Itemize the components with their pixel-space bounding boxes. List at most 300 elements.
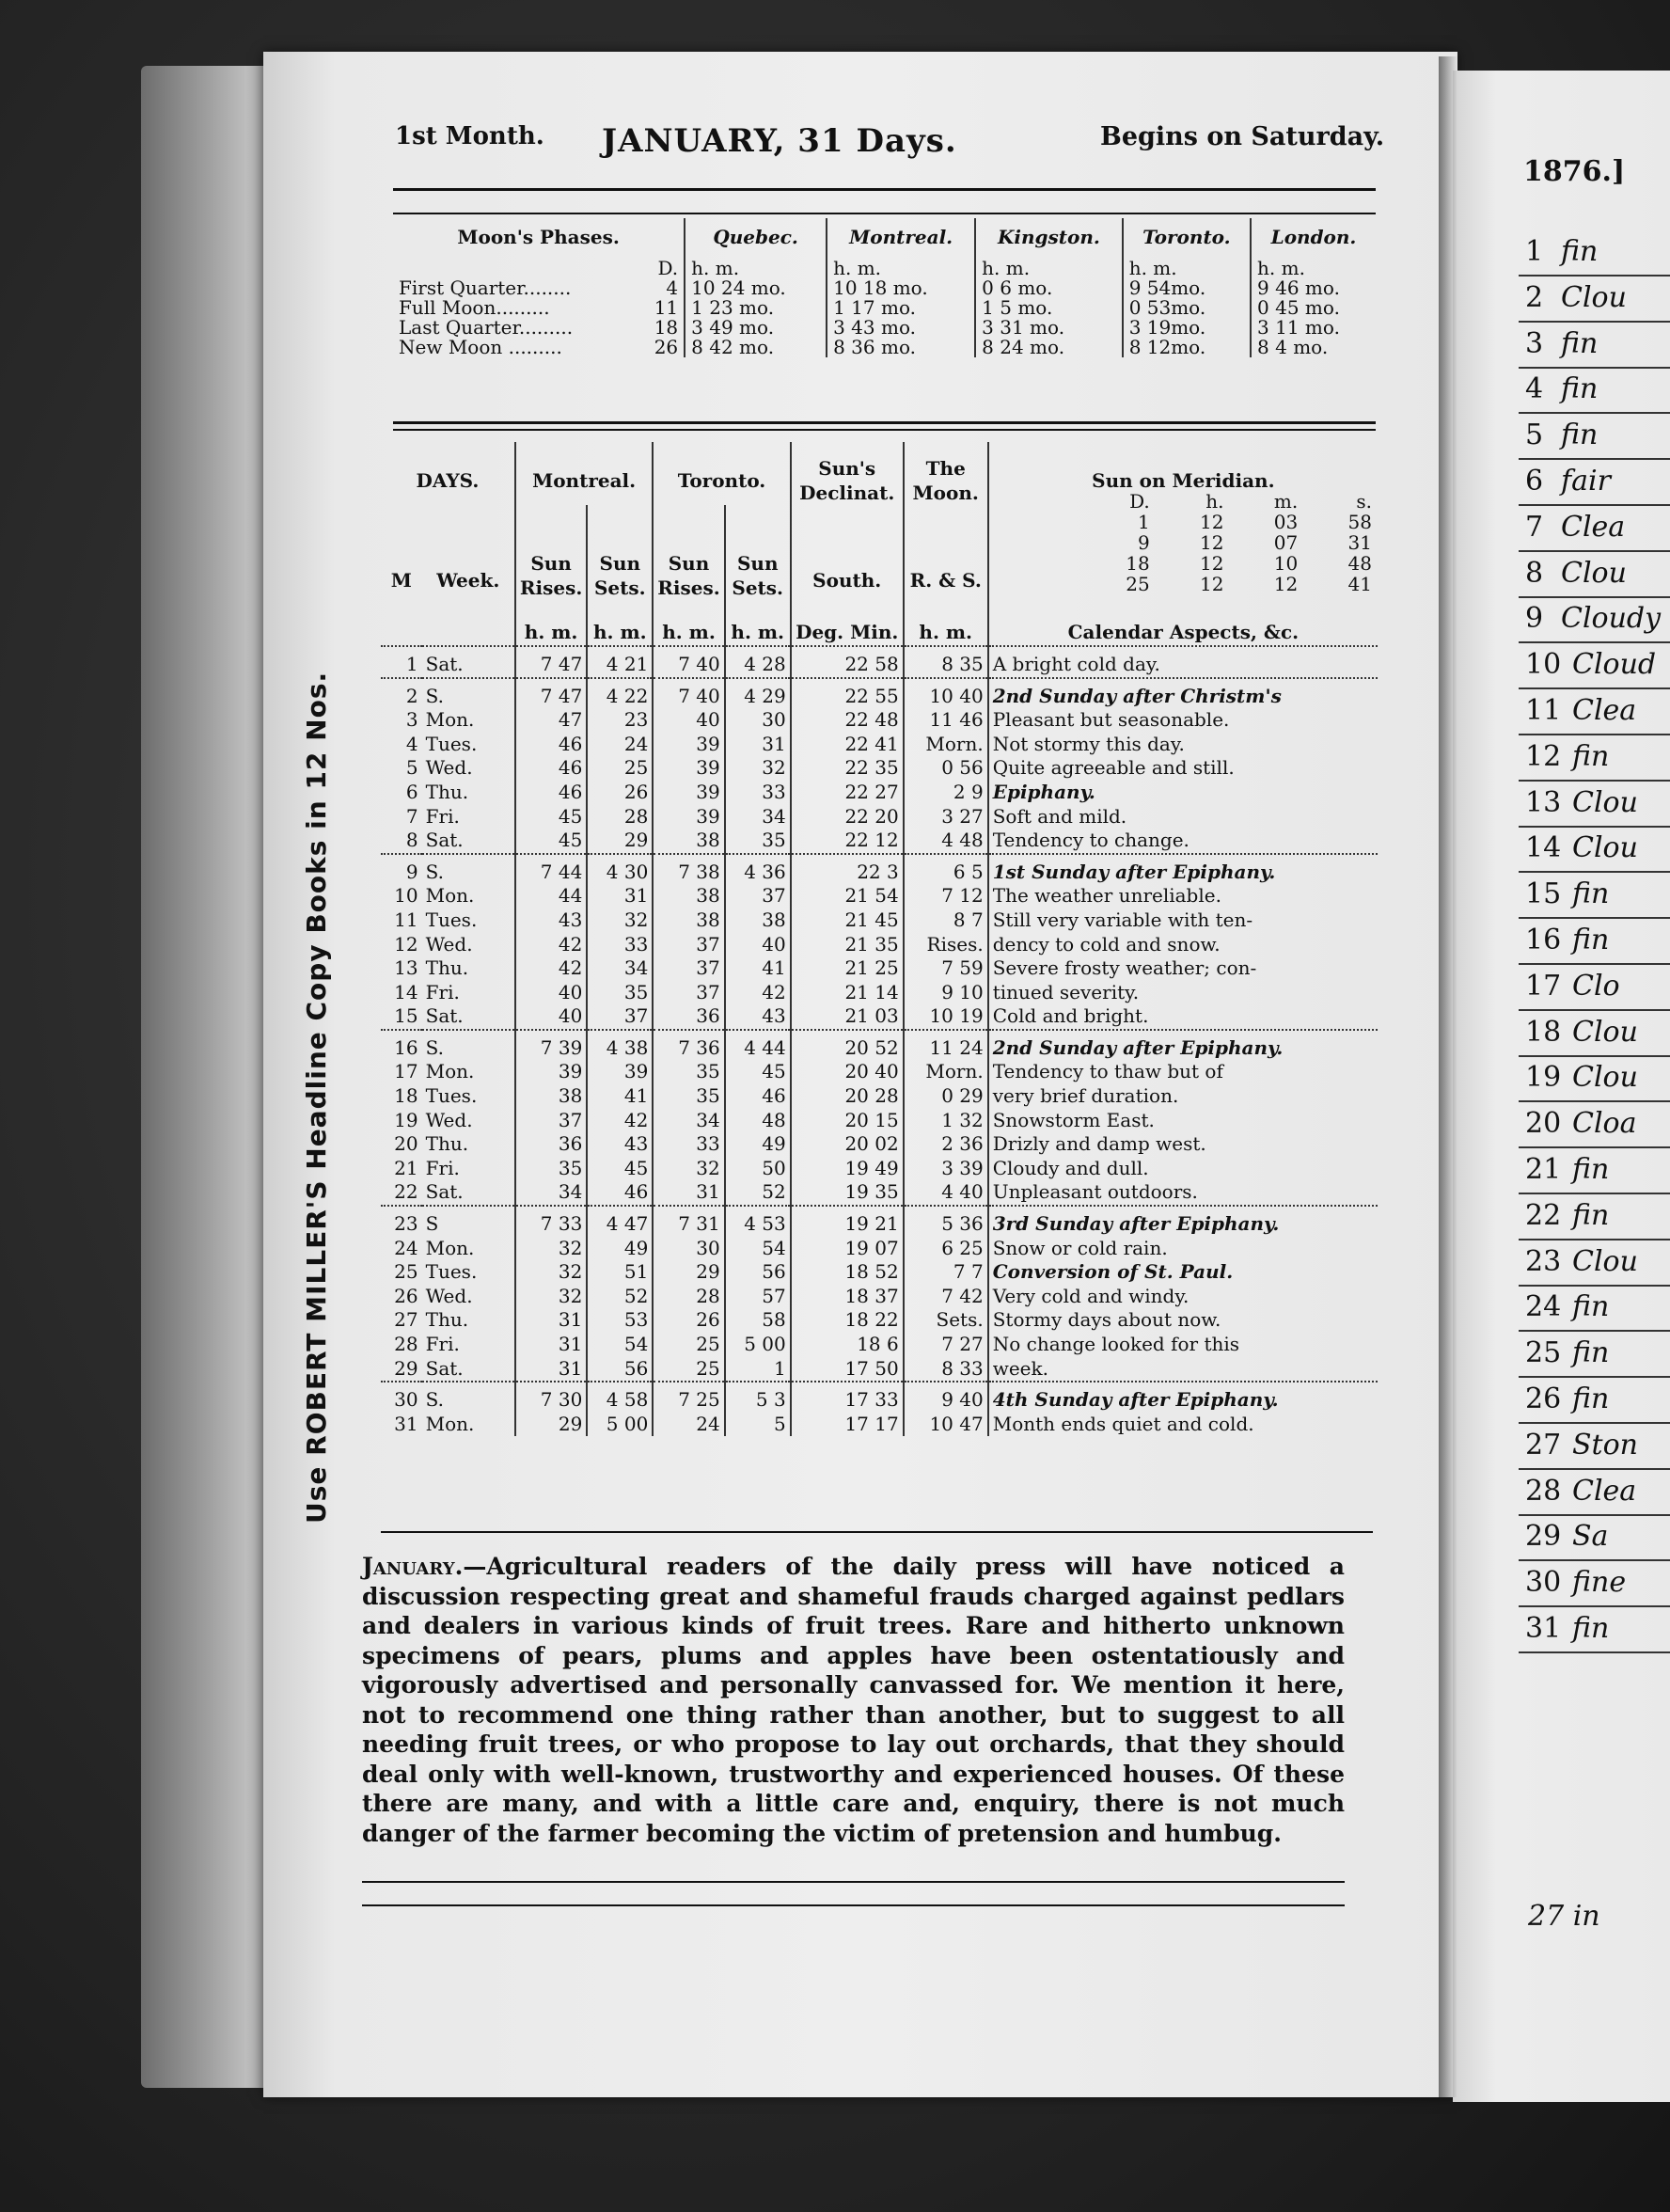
toronto-sunrise: 39 xyxy=(653,781,724,805)
day-number: 28 xyxy=(394,1333,418,1355)
calendar-aspect: dency to cold and snow. xyxy=(988,933,1378,957)
toronto-sunset: 34 xyxy=(725,805,791,830)
ledger-day: 19 xyxy=(1525,1061,1562,1095)
d-label: D. xyxy=(657,257,679,279)
phase-name: Last Quarter......... xyxy=(399,316,574,339)
sun-declination: 20 15 xyxy=(791,1109,904,1133)
calendar-aspect: Severe frosty weather; con- xyxy=(988,956,1378,981)
montreal-sunset: 42 xyxy=(587,1109,653,1133)
phase-time: 9 54mo. xyxy=(1123,278,1251,298)
moon-time: 6 25 xyxy=(904,1237,988,1261)
toronto-sunset: 40 xyxy=(725,933,791,957)
day-number: 26 xyxy=(394,1284,418,1307)
toronto-sunrise: 36 xyxy=(653,1004,724,1030)
ledger-entry: Clo xyxy=(1572,969,1620,1003)
ledger-day: 9 xyxy=(1525,602,1544,636)
calendar-aspect: week. xyxy=(988,1357,1378,1382)
ledger-rule xyxy=(1519,917,1670,919)
phase-time: 10 18 mo. xyxy=(827,278,975,298)
sun-declination: 20 52 xyxy=(791,1030,904,1061)
montreal-sunset: 39 xyxy=(587,1060,653,1084)
phase-row xyxy=(393,318,1376,338)
meridian-value: 12 xyxy=(1200,511,1224,533)
ledger-entry: Clou xyxy=(1572,785,1638,819)
ledger-entry: fin xyxy=(1572,1290,1610,1324)
calendar-aspect: very brief duration. xyxy=(988,1084,1378,1109)
calendar-aspect: 3rd Sunday after Epiphany. xyxy=(988,1206,1378,1237)
phase-time: 1 23 mo. xyxy=(685,298,827,318)
ledger-day: 30 xyxy=(1525,1566,1562,1600)
moon-time: 7 27 xyxy=(904,1333,988,1357)
calendar-aspect: Epiphany. xyxy=(988,781,1378,805)
hm-label: h. m. xyxy=(827,259,975,278)
sun-declination: 22 3 xyxy=(791,854,904,885)
day-number: 13 xyxy=(394,956,418,980)
calendar-aspect: Unpleasant outdoors. xyxy=(988,1180,1378,1206)
weekday: S. xyxy=(422,854,515,885)
deg-min-label: Deg. Min. xyxy=(791,600,904,646)
hm-label: h. m. xyxy=(515,600,587,646)
toronto-sunrise: 25 xyxy=(653,1333,724,1357)
day-number: 1 xyxy=(381,646,422,678)
weekday: Wed. xyxy=(425,756,473,780)
day-row xyxy=(381,1180,1378,1206)
toronto-sunrise: 28 xyxy=(653,1285,724,1309)
toronto-sunrise: 24 xyxy=(653,1413,724,1437)
meridian-row xyxy=(1081,553,1378,574)
sun-declination: 22 41 xyxy=(791,733,904,757)
ledger-entry: Clea xyxy=(1572,694,1637,727)
day-row xyxy=(381,1333,1378,1357)
day-row xyxy=(381,854,1378,885)
montreal-sunset: 4 38 xyxy=(587,1030,653,1061)
day-row xyxy=(381,1382,1378,1413)
meridian-value: 03 xyxy=(1273,511,1299,533)
montreal-sunrise: 34 xyxy=(515,1180,587,1206)
meridian-s-label: s. xyxy=(1356,490,1372,513)
ledger-day: 16 xyxy=(1525,924,1562,956)
meridian-value: 31 xyxy=(1347,531,1372,554)
ledger-rule xyxy=(1519,1055,1670,1057)
calendar-aspect: Cold and bright. xyxy=(988,1004,1378,1030)
phase-time: 1 17 mo. xyxy=(827,298,975,318)
sun-rises-label: Sun Rises. xyxy=(653,505,724,600)
ledger-day: 27 xyxy=(1525,1428,1562,1462)
montreal-sunset: 37 xyxy=(587,1004,653,1030)
ledger-day: 2 xyxy=(1525,280,1544,314)
day-number: 3 xyxy=(405,708,418,732)
calendar-aspect: Quite agreeable and still. xyxy=(988,756,1378,781)
toronto-sunrise: 32 xyxy=(653,1157,724,1181)
phase-day: 4 xyxy=(666,276,679,299)
calendar-aspect: Month ends quiet and cold. xyxy=(988,1413,1378,1437)
moon-time: 11 46 xyxy=(904,708,988,733)
weekday: Mon. xyxy=(425,1412,475,1435)
montreal-sunset: 29 xyxy=(587,829,653,854)
phase-time: 3 43 mo. xyxy=(827,318,975,338)
ledger-entry: Clou xyxy=(1572,831,1638,865)
day-row xyxy=(381,1030,1378,1061)
moon-time: 9 10 xyxy=(904,981,988,1005)
weekday: S. xyxy=(422,1030,515,1061)
calendar-aspect: Soft and mild. xyxy=(988,805,1378,830)
montreal-sunrise: 35 xyxy=(515,1157,587,1181)
montreal-sunset: 56 xyxy=(587,1357,653,1382)
day-number: 18 xyxy=(394,1084,418,1108)
montreal-sunrise: 43 xyxy=(515,908,587,933)
montreal-sunrise: 44 xyxy=(515,884,587,908)
toronto-sunrise: 37 xyxy=(653,956,724,981)
sun-declination: 21 25 xyxy=(791,956,904,981)
ledger-entry: fin xyxy=(1561,372,1599,406)
ledger-entry: fin xyxy=(1572,1198,1610,1232)
calendar-aspect: 1st Sunday after Epiphany. xyxy=(988,854,1378,885)
moon-time: 10 19 xyxy=(904,1004,988,1030)
day-row xyxy=(381,1285,1378,1309)
day-number: 24 xyxy=(394,1236,418,1259)
toronto-sunrise: 34 xyxy=(653,1109,724,1133)
montreal-sunrise: 42 xyxy=(515,933,587,957)
moon-time: 8 7 xyxy=(904,908,988,933)
montreal-sunrise: 38 xyxy=(515,1084,587,1109)
phase-time: 8 36 mo. xyxy=(827,338,975,357)
montreal-sunrise: 47 xyxy=(515,708,587,733)
montreal-sunrise: 29 xyxy=(515,1413,587,1437)
south-label: South. xyxy=(791,505,904,600)
toronto-sunrise: 7 31 xyxy=(653,1206,724,1237)
sun-declination: 20 02 xyxy=(791,1132,904,1157)
calendar-aspect: Tendency to change. xyxy=(988,829,1378,854)
day-row xyxy=(381,1206,1378,1237)
ledger-rule xyxy=(1519,550,1670,552)
ledger-day: 23 xyxy=(1525,1244,1562,1278)
weekday: S. xyxy=(422,678,515,709)
montreal-sunset: 28 xyxy=(587,805,653,830)
montreal-sunrise: 7 39 xyxy=(515,1030,587,1061)
calendar-aspect: A bright cold day. xyxy=(988,646,1378,678)
divider xyxy=(393,213,1376,214)
divider xyxy=(362,1881,1345,1883)
day-row xyxy=(381,708,1378,733)
phase-time: 8 42 mo. xyxy=(685,338,827,357)
meridian-value: 12 xyxy=(1200,573,1224,595)
meridian-value: 48 xyxy=(1347,552,1372,575)
meridian-value: 07 xyxy=(1273,531,1299,554)
day-number: 2 xyxy=(381,678,422,709)
calendar-aspect: Very cold and windy. xyxy=(988,1285,1378,1309)
gutter-shadow xyxy=(1439,56,1457,2097)
ledger-entry: fair xyxy=(1561,465,1611,498)
ledger-day: 22 xyxy=(1525,1198,1562,1232)
calendar-heading: Calendar Aspects, &c. xyxy=(988,600,1378,646)
ledger-entry: fin xyxy=(1572,877,1610,911)
sun-declination: 20 28 xyxy=(791,1084,904,1109)
weekday: Tues. xyxy=(425,1260,478,1284)
toronto-sunset: 45 xyxy=(725,1060,791,1084)
montreal-sunset: 34 xyxy=(587,956,653,981)
moon-time: 10 40 xyxy=(904,678,988,709)
day-row xyxy=(381,805,1378,830)
day-row xyxy=(381,781,1378,805)
phase-time: 8 12mo. xyxy=(1123,338,1251,357)
ledger-entry: Clea xyxy=(1561,510,1626,544)
weekday: S. xyxy=(422,1382,515,1413)
montreal-sunrise: 46 xyxy=(515,733,587,757)
montreal-sunset: 4 30 xyxy=(587,854,653,885)
ledger-day: 10 xyxy=(1525,648,1562,682)
toronto-sunset: 46 xyxy=(725,1084,791,1109)
weekday: Mon. xyxy=(425,708,475,732)
montreal-sunset: 4 58 xyxy=(587,1382,653,1413)
toronto-sunrise: 7 25 xyxy=(653,1382,724,1413)
begins-on: Begins on Saturday. xyxy=(1100,122,1385,151)
phase-day: 11 xyxy=(654,296,679,319)
toronto-sunrise: 31 xyxy=(653,1180,724,1206)
montreal-sunrise: 7 33 xyxy=(515,1206,587,1237)
ledger-rule xyxy=(1519,596,1670,598)
moon-time: 7 12 xyxy=(904,884,988,908)
toronto-sunset: 35 xyxy=(725,829,791,854)
day-number: 17 xyxy=(394,1060,418,1083)
montreal-sunset: 51 xyxy=(587,1260,653,1285)
day-row xyxy=(381,1132,1378,1157)
moon-time: Morn. xyxy=(904,1060,988,1084)
calendar-aspect: tinued severity. xyxy=(988,981,1378,1005)
day-row xyxy=(381,908,1378,933)
phase-row xyxy=(393,278,1376,298)
ledger-rule xyxy=(1519,275,1670,276)
montreal-sunset: 4 47 xyxy=(587,1206,653,1237)
hm-label: h. m. xyxy=(975,259,1123,278)
toronto-sunrise: 38 xyxy=(653,884,724,908)
toronto-sunrise: 37 xyxy=(653,933,724,957)
phase-time: 1 5 mo. xyxy=(975,298,1123,318)
ledger-entry: Clou xyxy=(1561,556,1627,590)
toronto-sunset: 4 29 xyxy=(725,678,791,709)
day-number: 27 xyxy=(394,1308,418,1332)
meridian-row xyxy=(1081,574,1378,594)
montreal-sunrise: 31 xyxy=(515,1333,587,1357)
day-number: 11 xyxy=(394,908,418,931)
ledger-entry: fin xyxy=(1572,1153,1610,1186)
phase-time: 0 53mo. xyxy=(1123,298,1251,318)
ledger-rule xyxy=(1519,871,1670,873)
toronto-sunset: 41 xyxy=(725,956,791,981)
toronto-sunset: 33 xyxy=(725,781,791,805)
ledger-rule xyxy=(1519,1514,1670,1516)
ledger-entry: Clou xyxy=(1572,1061,1638,1095)
meridian-value: 12 xyxy=(1200,531,1224,554)
meridian-value: 12 xyxy=(1273,573,1299,595)
divider xyxy=(393,188,1376,191)
calendar-aspect: 2nd Sunday after Christm's xyxy=(988,678,1378,709)
phase-day: 18 xyxy=(654,316,679,339)
toronto-sunset: 37 xyxy=(725,884,791,908)
weekday: Fri. xyxy=(425,1156,460,1179)
day-number: 10 xyxy=(394,884,418,908)
weekday: Fri. xyxy=(425,1333,460,1355)
sun-declination: 19 49 xyxy=(791,1157,904,1181)
montreal-sunset: 54 xyxy=(587,1333,653,1357)
hm-label: h. m. xyxy=(587,600,653,646)
montreal-sunrise: 42 xyxy=(515,956,587,981)
toronto-sunrise: 38 xyxy=(653,908,724,933)
montreal-sunset: 4 21 xyxy=(587,646,653,678)
ledger-rule xyxy=(1519,1330,1670,1332)
m-label: M xyxy=(390,568,412,592)
toronto-sunset: 52 xyxy=(725,1180,791,1206)
ledger-rule xyxy=(1519,1100,1670,1102)
ledger-rule xyxy=(1519,1239,1670,1240)
moon-phases-table xyxy=(393,218,1376,357)
day-row xyxy=(381,678,1378,709)
ledger-rule xyxy=(1519,1468,1670,1470)
divider xyxy=(393,429,1376,431)
ledger-day: 17 xyxy=(1525,969,1562,1003)
calendar-aspect: Drizly and damp west. xyxy=(988,1132,1378,1157)
ledger-day: 11 xyxy=(1525,694,1562,727)
day-number: 22 xyxy=(394,1180,418,1204)
day-row xyxy=(381,829,1378,854)
divider xyxy=(393,421,1376,424)
ledger-rule xyxy=(1519,963,1670,965)
toronto-sunrise: 40 xyxy=(653,708,724,733)
phase-time: 0 6 mo. xyxy=(975,278,1123,298)
calendar-aspect: Not stormy this day. xyxy=(988,733,1378,757)
montreal-sunset: 52 xyxy=(587,1285,653,1309)
ledger-entry: fin xyxy=(1561,419,1599,452)
toronto-sunrise: 39 xyxy=(653,733,724,757)
day-number: 31 xyxy=(394,1412,418,1435)
sun-declination: 21 54 xyxy=(791,884,904,908)
phase-time: 8 24 mo. xyxy=(975,338,1123,357)
moon-time: 7 59 xyxy=(904,956,988,981)
moon-time: 3 27 xyxy=(904,805,988,830)
phase-time: 3 49 mo. xyxy=(685,318,827,338)
moon-time: 6 5 xyxy=(904,854,988,885)
ledger-rule xyxy=(1519,1559,1670,1561)
sun-sets-label: Sun Sets. xyxy=(587,505,653,600)
ledger-rule xyxy=(1519,1146,1670,1148)
day-row xyxy=(381,1260,1378,1285)
sun-declination: 17 50 xyxy=(791,1357,904,1382)
day-number: 25 xyxy=(394,1260,418,1284)
sun-declination: 18 37 xyxy=(791,1285,904,1309)
montreal-sunset: 25 xyxy=(587,756,653,781)
phase-name: Full Moon......... xyxy=(399,296,550,319)
moon-time: 5 36 xyxy=(904,1206,988,1237)
montreal-sunset: 49 xyxy=(587,1237,653,1261)
toronto-sunrise: 29 xyxy=(653,1260,724,1285)
toronto-sunset: 38 xyxy=(725,908,791,933)
toronto-sunrise: 39 xyxy=(653,805,724,830)
montreal-sunset: 35 xyxy=(587,981,653,1005)
weekday: Mon. xyxy=(425,1236,475,1259)
toronto-sunset: 50 xyxy=(725,1157,791,1181)
phase-row xyxy=(393,298,1376,318)
ledger-rule xyxy=(1519,458,1670,460)
meridian-value: 58 xyxy=(1347,511,1372,533)
sun-declination: 19 35 xyxy=(791,1180,904,1206)
sun-sets-label: Sun Sets. xyxy=(725,505,791,600)
ledger-rule xyxy=(1519,412,1670,414)
day-row xyxy=(381,933,1378,957)
day-row xyxy=(381,756,1378,781)
montreal-sunset: 46 xyxy=(587,1180,653,1206)
toronto-sunset: 4 53 xyxy=(725,1206,791,1237)
montreal-sunset: 26 xyxy=(587,781,653,805)
ledger-entry: Clou xyxy=(1572,1244,1638,1278)
montreal-sunrise: 32 xyxy=(515,1260,587,1285)
sun-declination: 18 22 xyxy=(791,1308,904,1333)
ledger-day: 15 xyxy=(1525,877,1562,911)
montreal-sunrise: 37 xyxy=(515,1109,587,1133)
moon-time: 8 33 xyxy=(904,1357,988,1382)
day-number: 15 xyxy=(394,1004,418,1028)
moon-time: 7 42 xyxy=(904,1285,988,1309)
meridian-value: 25 xyxy=(1126,573,1150,595)
day-row xyxy=(381,1308,1378,1333)
ledger-day: 5 xyxy=(1525,419,1544,452)
hm-label: h. m. xyxy=(904,600,988,646)
montreal-sunrise: 31 xyxy=(515,1357,587,1382)
montreal-sunrise: 46 xyxy=(515,781,587,805)
montreal-sunrise: 7 44 xyxy=(515,854,587,885)
moon-time: 2 9 xyxy=(904,781,988,805)
moon-time: 10 47 xyxy=(904,1413,988,1437)
toronto-sunrise: 7 36 xyxy=(653,1030,724,1061)
ledger-entry: fin xyxy=(1561,235,1599,268)
ledger-day: 31 xyxy=(1525,1612,1562,1645)
montreal-sunset: 45 xyxy=(587,1157,653,1181)
toronto-sunset: 4 36 xyxy=(725,854,791,885)
sun-declination: 22 58 xyxy=(791,646,904,678)
day-number: 6 xyxy=(405,780,418,803)
hm-label: h. m. xyxy=(725,600,791,646)
january-note xyxy=(362,1552,1345,1848)
weekday: Thu. xyxy=(425,1132,469,1156)
sun-declination-label: Sun's Declinat. xyxy=(791,442,904,505)
day-row xyxy=(381,1237,1378,1261)
ledger-entry: Clou xyxy=(1561,280,1627,314)
sun-declination: 21 14 xyxy=(791,981,904,1005)
moon-time: 7 7 xyxy=(904,1260,988,1285)
montreal-sunset: 41 xyxy=(587,1084,653,1109)
calendar-aspect: The weather unreliable. xyxy=(988,884,1378,908)
montreal-sunset: 33 xyxy=(587,933,653,957)
ledger-rule xyxy=(1519,1193,1670,1194)
ledger-entry: Cloud xyxy=(1572,648,1657,682)
ledger-entry: fin xyxy=(1572,1336,1610,1370)
ledger-entry: fine xyxy=(1572,1566,1627,1600)
calendar-aspect: 2nd Sunday after Epiphany. xyxy=(988,1030,1378,1061)
ledger-rule xyxy=(1519,687,1670,689)
ledger-extra: 27 in xyxy=(1528,1900,1600,1933)
ledger-year: 1876.] xyxy=(1523,155,1626,188)
ledger-entry: fin xyxy=(1561,326,1599,360)
moon-time: 1 32 xyxy=(904,1109,988,1133)
day-number: 20 xyxy=(394,1132,418,1156)
toronto-sunrise: 35 xyxy=(653,1060,724,1084)
toronto-sunrise: 37 xyxy=(653,981,724,1005)
ledger-entry: fin xyxy=(1572,739,1610,773)
weekday: Wed. xyxy=(425,1284,473,1307)
calendar-aspect: Tendency to thaw but of xyxy=(988,1060,1378,1084)
ledger-day: 13 xyxy=(1525,785,1562,819)
montreal-sunset: 5 00 xyxy=(587,1413,653,1437)
phase-time: 3 11 mo. xyxy=(1251,318,1376,338)
day-number: 29 xyxy=(394,1356,418,1380)
